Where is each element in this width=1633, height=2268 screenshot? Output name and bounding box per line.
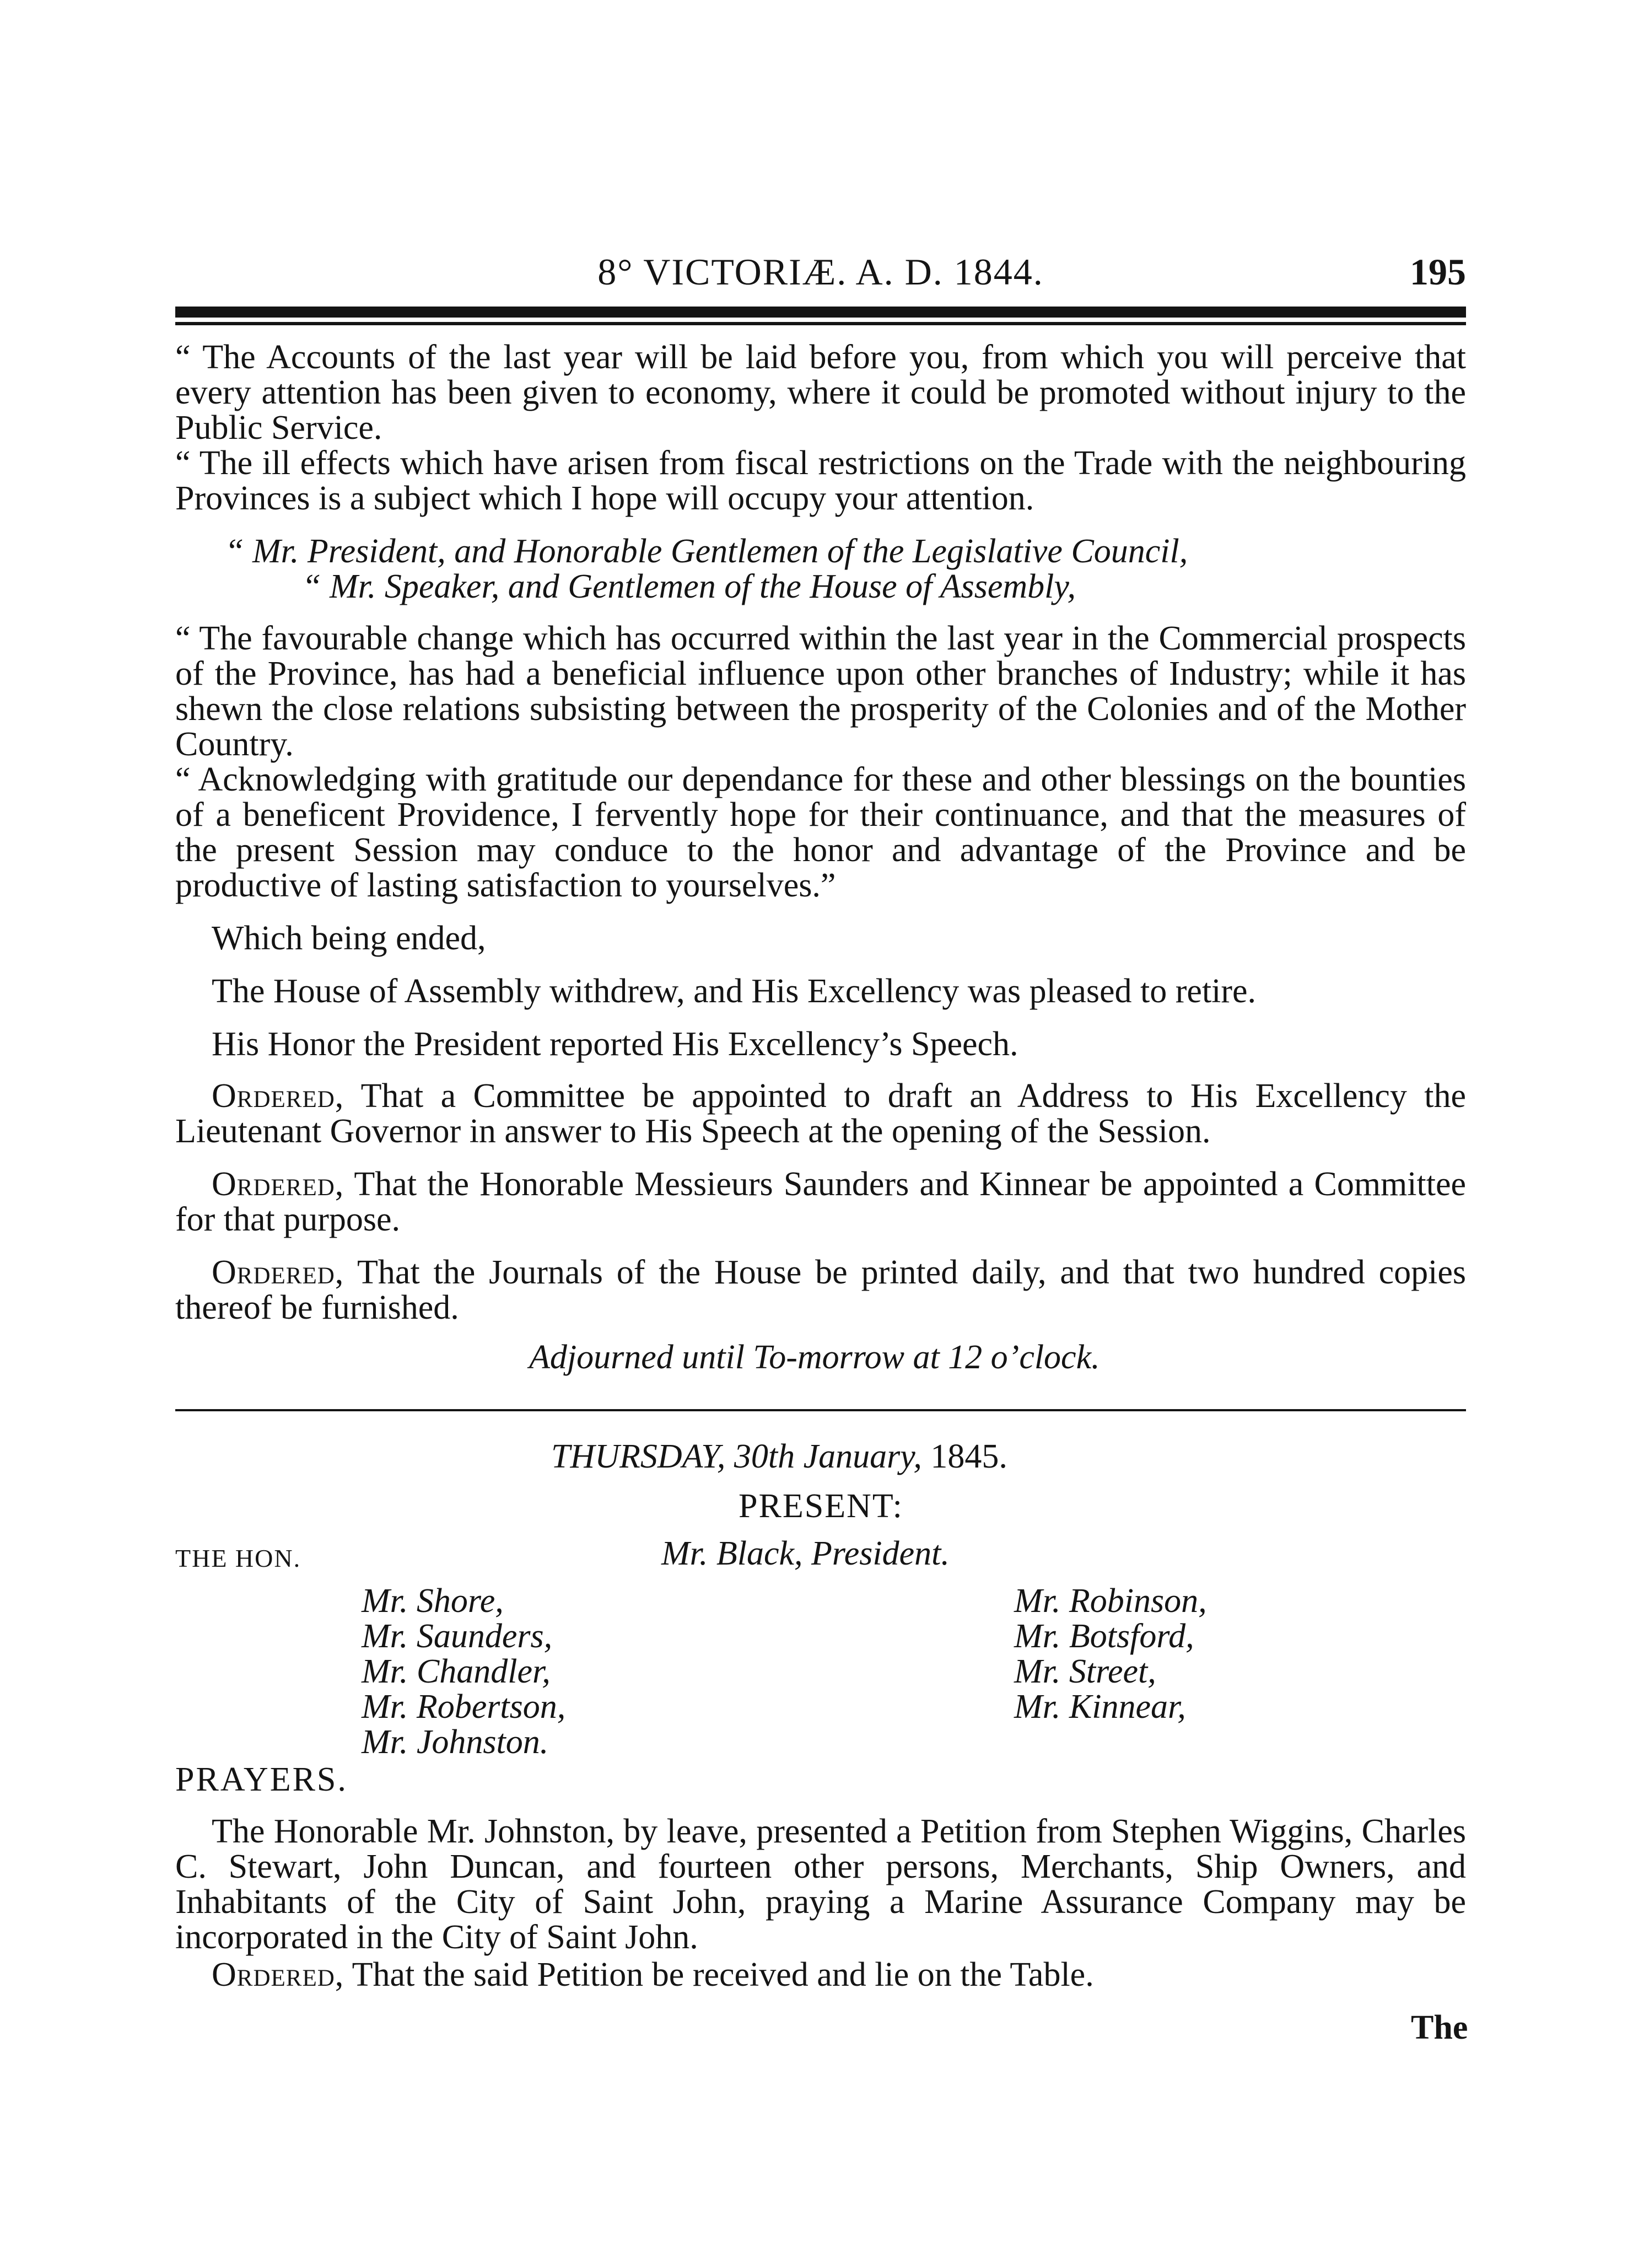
- sitting-date-text: 30th January,: [734, 1438, 922, 1475]
- member-right: Mr. Kinnear,: [1014, 1688, 1186, 1726]
- header-rule-thin: [175, 322, 1466, 325]
- line-which-being-ended: Which being ended,: [212, 920, 486, 957]
- sitting-day: THURSDAY,: [551, 1438, 726, 1475]
- ordered-text: That a Committee be appointed to draft an Address to His Excellency the Lieutenant Governor in answer to His Speech at the opening of the Session.: [175, 1077, 1466, 1150]
- paragraph-fiscal: “ The ill effects which have arisen from fiscal restrictions on the Trade with the neighbouring Provinces is a subject which I hope will occupy your attention.: [175, 444, 1466, 517]
- ordered-label: Ordered,: [212, 1077, 344, 1115]
- paragraph-accounts: “ The Accounts of the last year will be laid before you, from which you will perceive that every attention has been given to economy, where it could be promoted without injury to the Public Service.: [175, 338, 1466, 447]
- ordered-text: That the Journals of the House be printed daily, and that two hundred copies thereof be furnished.: [175, 1254, 1466, 1326]
- member-right: Mr. Street,: [1014, 1653, 1156, 1690]
- line-house-withdrew: The House of Assembly withdrew, and His Excellency was pleased to retire.: [212, 972, 1257, 1010]
- sitting-date: [551, 1439, 1007, 1474]
- paragraph-acknowledging: “ Acknowledging with gratitude our dependance for these and other blessings on the bounties of a beneficent Providence, I fervently hope for their continuance, and that the measures of the present Session may conduce to the honor and advantage of the Province and be productive of lasting satisfaction to yourselves.”: [175, 761, 1466, 904]
- member-left: Mr. Johnston.: [362, 1723, 549, 1761]
- sitting-year: 1845.: [930, 1438, 1007, 1475]
- header-title: 8° VICTORIÆ. A. D. 1844.: [597, 251, 1044, 293]
- ordered-journals-printed: [175, 1255, 1466, 1325]
- petition-paragraph: The Honorable Mr. Johnston, by leave, presented a Petition from Stephen Wiggins, Charles C. Stewart, John Duncan, and fourteen other persons, Merchants, Ship Owners, and Inhabitants of the City of Saint John, praying a Marine Assurance Company may be incorporated in the City of Saint John.: [175, 1813, 1466, 1956]
- ordered-text: That the said Petition be received and lie on the Table.: [352, 1956, 1094, 1993]
- header-rule-thick: [175, 307, 1466, 318]
- present-label: PRESENT:: [739, 1487, 903, 1525]
- prayers-line: PRAYERS.: [175, 1761, 348, 1798]
- member-right: Mr. Botsford,: [1014, 1617, 1194, 1655]
- member-left: Mr. Robertson,: [362, 1688, 566, 1726]
- ordered-committee-address: [175, 1078, 1466, 1149]
- ordered-label: Ordered,: [212, 1165, 344, 1203]
- ordered-label: Ordered,: [212, 1254, 344, 1291]
- member-left: Mr. Chandler,: [362, 1653, 551, 1690]
- ordered-petition-received: [175, 1957, 1466, 1992]
- line-president-reported: His Honor the President reported His Excellency’s Speech.: [212, 1025, 1018, 1063]
- member-left: Mr. Saunders,: [362, 1617, 553, 1655]
- adjourned-line: Adjourned until To-morrow at 12 o’clock.: [529, 1339, 1100, 1376]
- catchword: The: [1411, 2009, 1468, 2046]
- ordered-label: Ordered,: [212, 1956, 344, 1993]
- president-line: Mr. Black, President.: [661, 1535, 950, 1572]
- section-rule: [175, 1409, 1466, 1411]
- address-house-assembly: “ Mr. Speaker, and Gentlemen of the House of Assembly,: [302, 568, 1076, 605]
- member-left: Mr. Shore,: [362, 1582, 504, 1620]
- paragraph-commercial: “ The favourable change which has occurred within the last year in the Commercial prospects of the Province, has had a beneficial influence upon other branches of Industry; while it has shewn the close relations subsisting between the prosperity of the Colonies and of the Mother Country.: [175, 620, 1466, 763]
- the-hon-label: THE HON.: [175, 1544, 301, 1572]
- page-number: 195: [1410, 251, 1466, 293]
- ordered-committee-members: [175, 1167, 1466, 1237]
- member-right: Mr. Robinson,: [1014, 1582, 1207, 1620]
- address-legislative-council: “ Mr. President, and Honorable Gentlemen of the Legislative Council,: [225, 533, 1188, 570]
- running-header: [175, 247, 1466, 297]
- ordered-text: That the Honorable Messieurs Saunders and Kinnear be appointed a Committee for that purpose.: [175, 1165, 1466, 1238]
